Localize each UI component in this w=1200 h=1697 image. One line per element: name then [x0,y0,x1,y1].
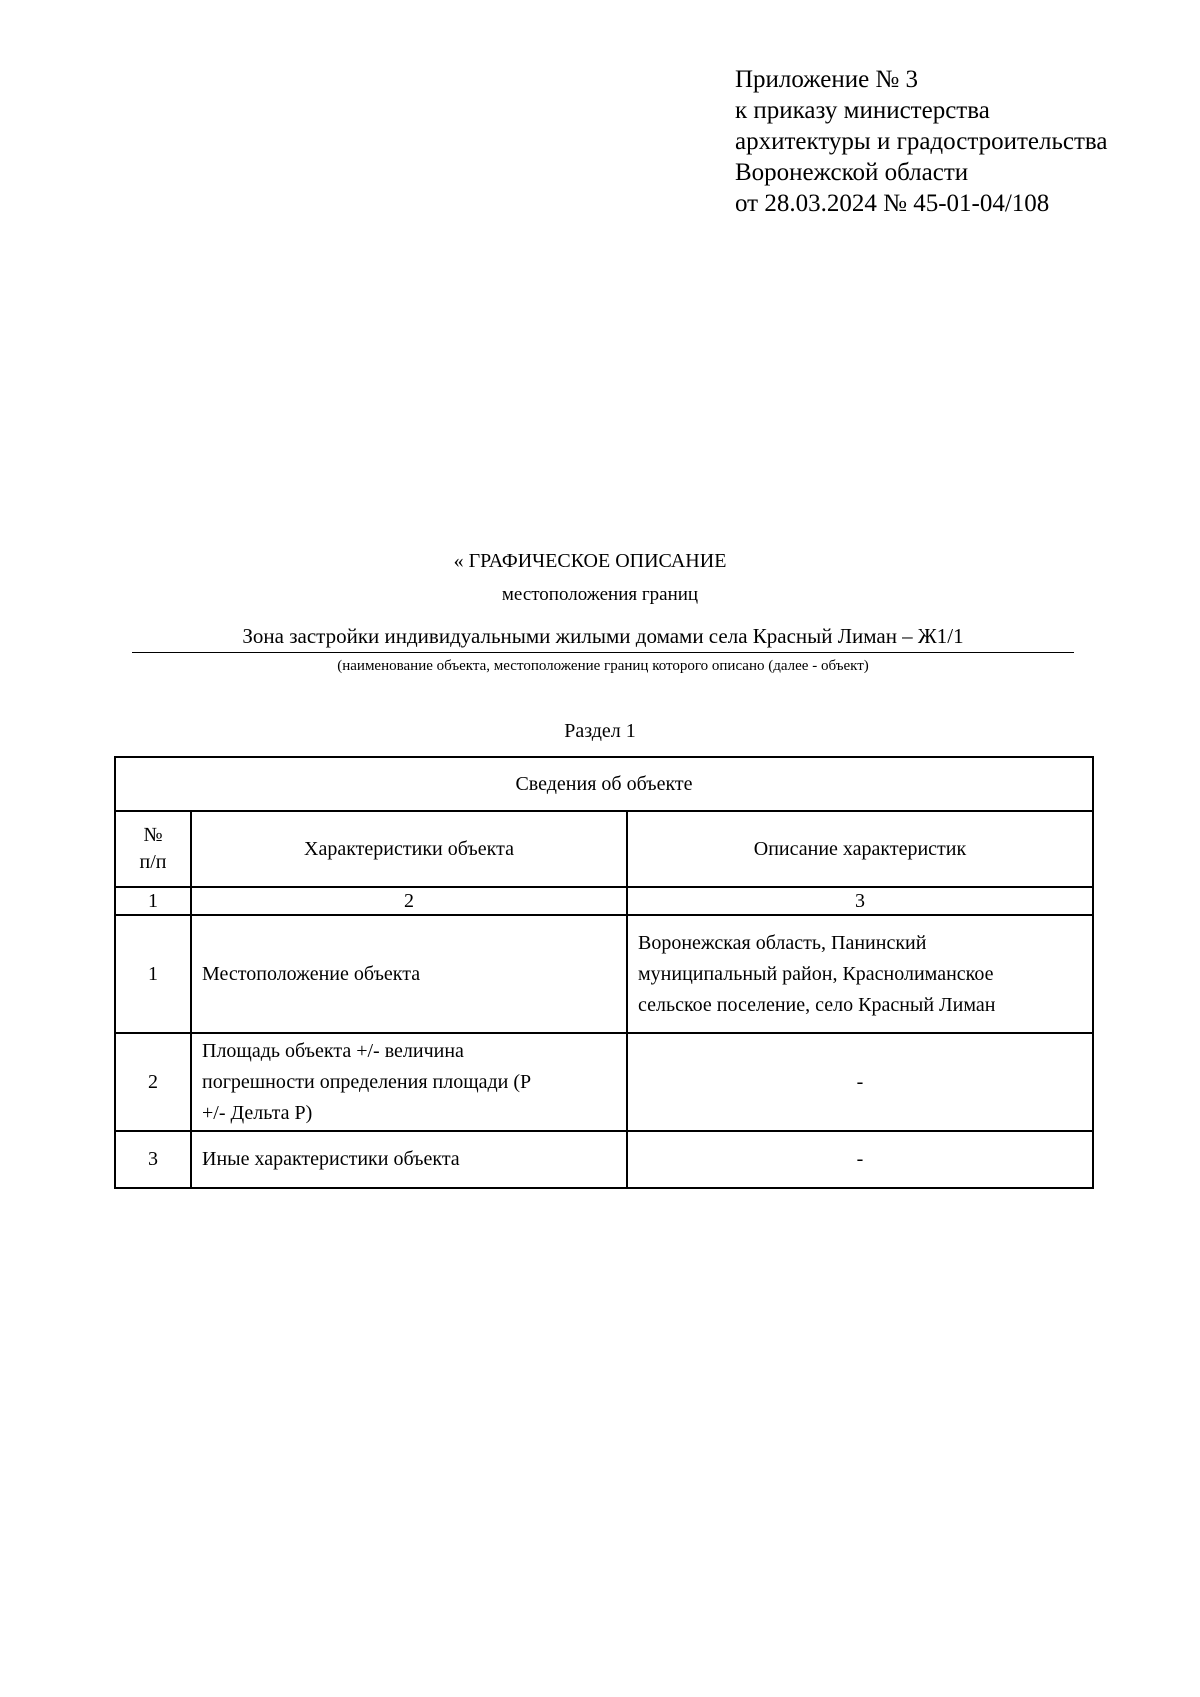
column-index: 3 [627,887,1093,915]
object-name-note: (наименование объекта, местоположение границ которого описано (далее - объект) [337,658,869,674]
column-index: 1 [115,887,191,915]
characteristic-line: +/- Дельта Р) [202,1101,313,1124]
header-description: Описание характеристик [627,811,1093,887]
header-characteristics: Характеристики объекта [191,811,627,887]
header-number-abbr: п/п [139,851,167,873]
appendix-line: Воронежской области [735,159,969,186]
row-characteristic: Иные характеристики объекта [191,1131,627,1188]
table-row [115,915,1093,1033]
row-characteristic: Местоположение объекта [191,915,627,1033]
row-number: 1 [115,915,191,1033]
object-info-table [114,756,1094,1189]
appendix-line: к приказу министерства [735,97,990,124]
column-index: 2 [191,887,627,915]
row-number: 2 [115,1033,191,1131]
description-line: муниципальный район, Краснолиманское [638,962,994,985]
table-caption: Сведения об объекте [115,757,1093,811]
table-row [115,1131,1093,1188]
header-number [115,811,191,887]
column-index-row [115,887,1093,915]
appendix-line: Приложение № 3 [735,66,919,93]
row-description [627,915,1093,1033]
title-block [0,548,1200,608]
document-subtitle: местоположения границ [501,584,699,605]
header-number-symbol: № [143,824,163,846]
appendix-header [735,64,1107,219]
section-label: Раздел 1 [564,720,636,742]
table-header-row [115,811,1093,887]
characteristic-line: погрешности определения площади (Р [202,1070,532,1093]
appendix-line: архитектуры и градостроительства [735,128,1108,155]
description-line: Воронежская область, Панинский [638,931,927,954]
table-row [115,1033,1093,1131]
description-line: сельское поселение, село Красный Лиман [638,993,996,1016]
document-title: « ГРАФИЧЕСКОЕ ОПИСАНИЕ [453,550,727,572]
characteristic-line: Площадь объекта +/- величина [202,1039,464,1062]
row-description: - [627,1033,1093,1131]
row-characteristic [191,1033,627,1131]
row-number: 3 [115,1131,191,1188]
object-name: Зона застройки индивидуальными жилыми домами села Красный Лиман – Ж1/1 [132,622,1074,653]
row-description: - [627,1131,1093,1188]
appendix-line: от 28.03.2024 № 45-01-04/108 [735,190,1050,217]
